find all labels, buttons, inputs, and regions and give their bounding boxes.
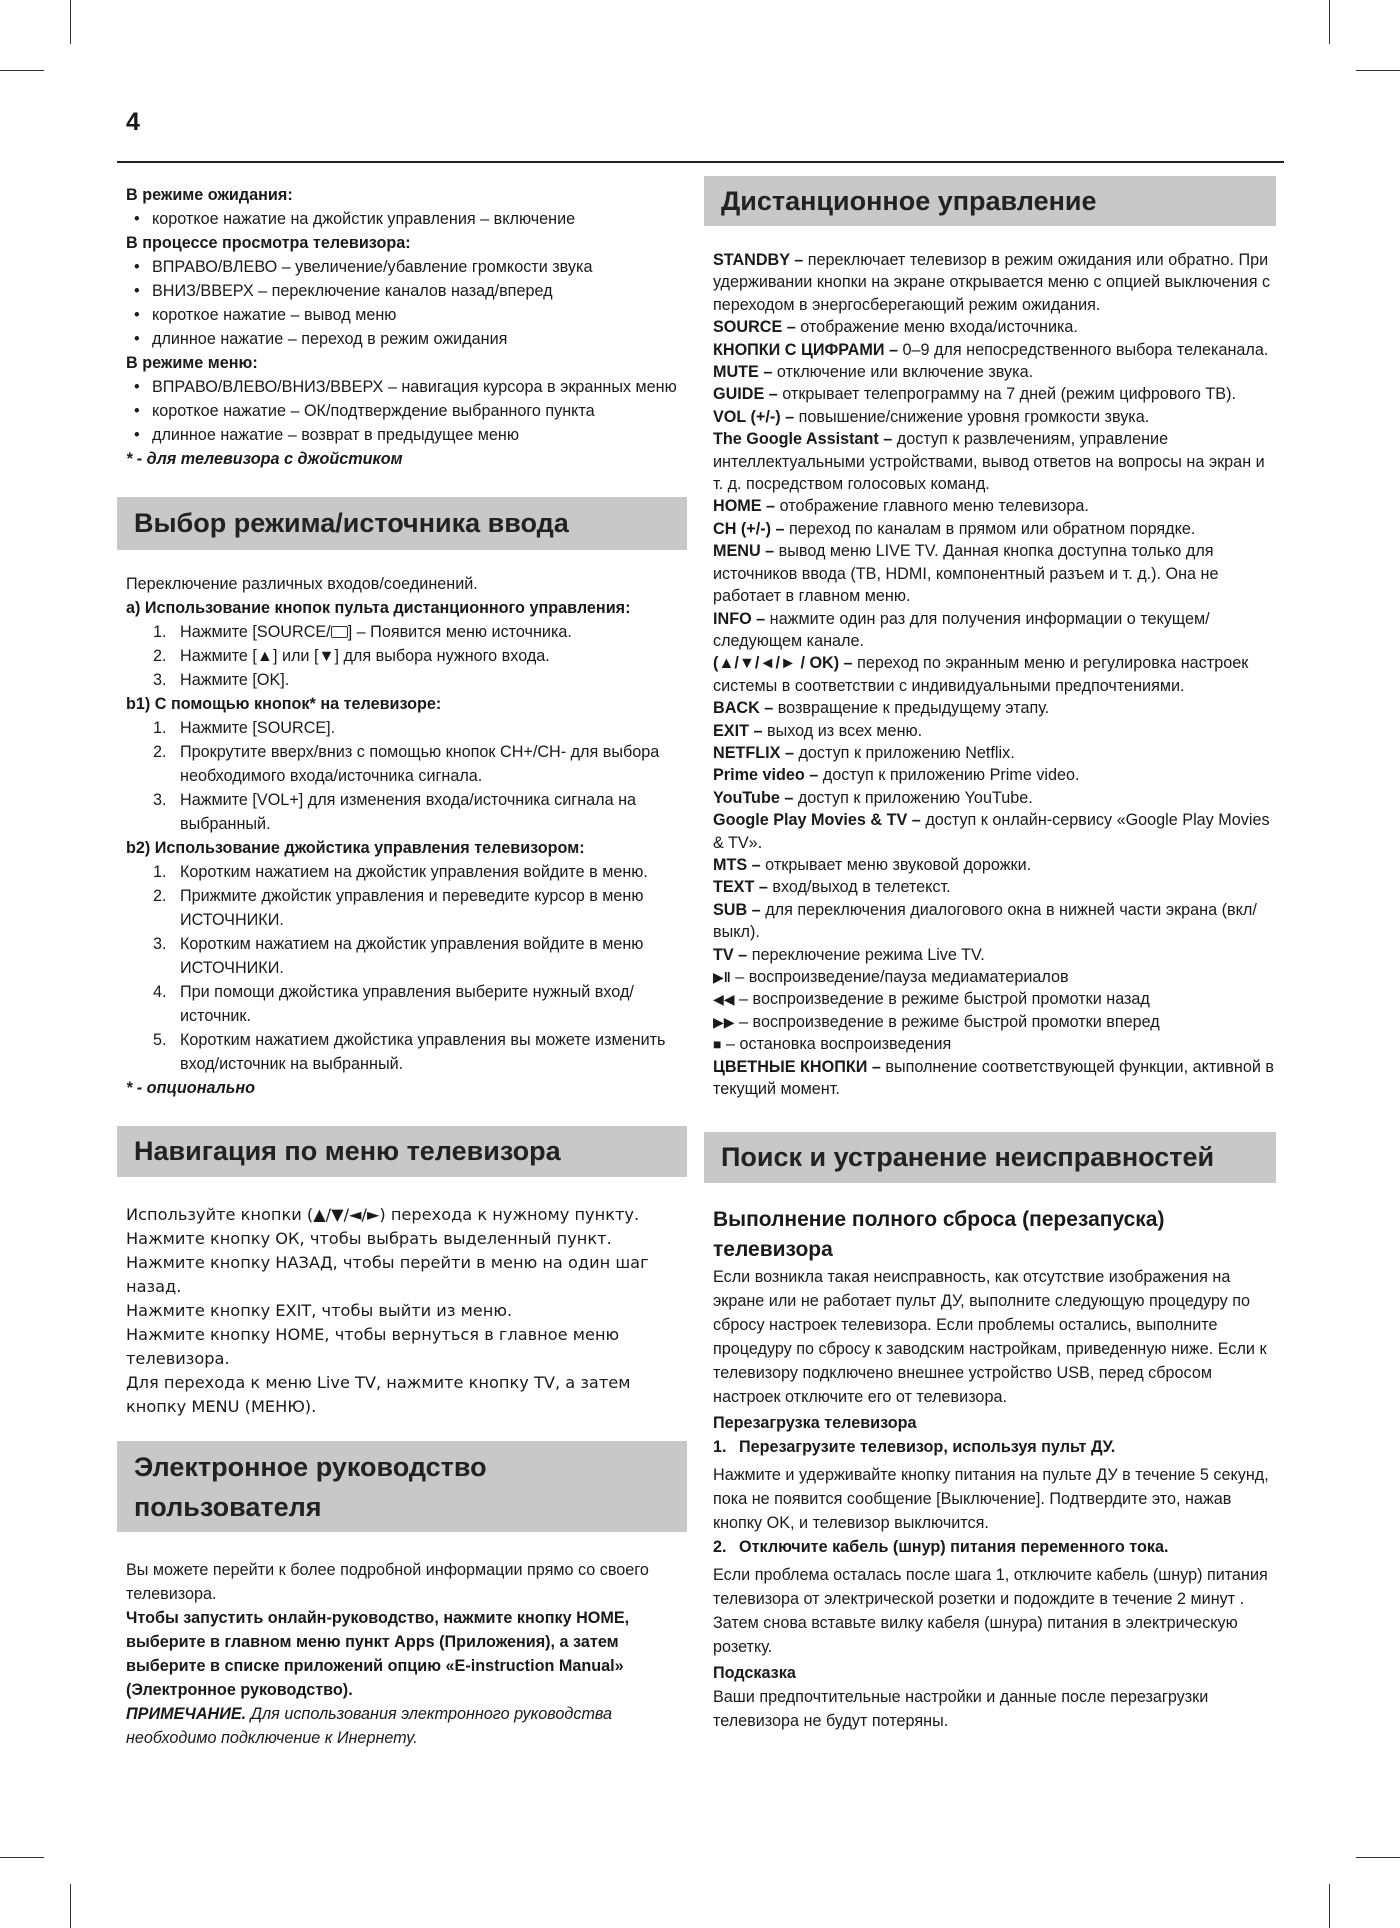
menu-heading: В режиме меню: [126, 354, 258, 372]
input-b2-heading: b2) Использование джойстика управления телевизором: [126, 839, 585, 857]
hint-heading: Подсказка [713, 1664, 796, 1683]
step-1-text: Нажмите и удерживайте кнопку питания на пульте ДУ в течение 5 секунд, пока не появится сообщение [Выключение]. Подтвердите это, нажав кнопку OK, и телевизор выключится. [713, 1466, 1269, 1533]
remote-key-item: SOURCE – отображение меню входа/источника. [713, 318, 1078, 337]
media-key-item: ■ – остановка воспроизведения [713, 1033, 1276, 1055]
header-rule [117, 161, 1284, 163]
right-column [704, 176, 1276, 1733]
media-icon: ◀◀ [713, 991, 735, 1008]
crop-mark [1356, 70, 1400, 71]
remote-key-item: INFO – нажмите один раз для получения информации о текущем/ следующем канале. [713, 609, 1210, 650]
remote-key-item: TV – переключение режима Live TV. [713, 945, 985, 964]
color-keys-item: ЦВЕТНЫЕ КНОПКИ – выполнение соответствующей функции, активной в текущий момент. [713, 1057, 1274, 1099]
trouble-intro: Если возникла такая неисправность, как отсутствие изображения на экране или не работает пульт ДУ, выполните следующую процедуру по сбросу настроек телевизора. Если проблемы остались, выполните процедуру по сбросу к заводским настройкам, приведенную ниже. Если к телевизору подключено внешнее устройство USB, перед сбросом настроек отключите его от телевизора. [713, 1268, 1267, 1407]
remote-key-item: HOME – отображение главного меню телевизора. [713, 497, 1089, 516]
list-item: 1. Нажмите [SOURCE]. [153, 719, 336, 737]
nav-line: Нажмите кнопку ОК, чтобы выбрать выделенный пункт. [126, 1229, 612, 1248]
remote-key-item: NETFLIX – доступ к приложению Netflix. [713, 743, 1015, 762]
remote-key-item: Google Play Movies & TV – доступ к онлайн-сервису «Google Play Movies & TV». [713, 811, 1270, 852]
eguide-instructions: Чтобы запустить онлайн-руководство, нажмите кнопку HOME, выберите в главном меню пункт Apps (Приложения), а затем выберите в списке приложений опцию «E-instruction Manual» (Электронное руководство). [126, 1609, 630, 1699]
list-item: 3. Нажмите [VOL+] для изменения входа/источника сигнала на выбранный. [153, 791, 637, 833]
nav-section [117, 1203, 687, 1419]
eguide-section [117, 1558, 687, 1750]
section-title-eguide: Электронное руководство пользователя [117, 1441, 687, 1532]
remote-key-item: (▲/▼/◄/► / OK) – переход по экранным меню и регулировка настроек системы в соответствии с индивидуальными предпочтениями. [713, 654, 1249, 695]
nav-line: Нажмите кнопку EXIT, чтобы выйти из меню. [126, 1301, 513, 1320]
media-key-item: ◀◀ – воспроизведение в режиме быстрой промотки назад [713, 988, 1276, 1010]
remote-key-item: EXIT – выход из всех меню. [713, 721, 923, 740]
remote-key-item: STANDBY – переключает телевизор в режим ожидания или обратно. При удерживании кнопки на экране открывается меню с опцией выключения с переходом в энергосберегающий режим ожидания. [713, 251, 1271, 314]
trouble-subtitle: Выполнение полного сброса (перезапуска) телевизора [713, 1208, 1165, 1262]
restart-heading: Перезагрузка телевизора [713, 1414, 917, 1433]
nav-line: Используйте кнопки (▲/▼/◄/►) перехода к нужному пункту. [126, 1205, 640, 1224]
step-1: 1. Перезагрузите телевизор, используя пульт ДУ. [713, 1438, 1116, 1457]
list-item: 4. При помощи джойстика управления выберите нужный вход/ источник. [153, 983, 634, 1025]
list-item: 3. Коротким нажатием на джойстик управления войдите в меню ИСТОЧНИКИ. [153, 935, 644, 977]
media-icon: ■ [713, 1036, 722, 1053]
section-title-nav: Навигация по меню телевизора [117, 1126, 687, 1177]
list-item: 2. Прокрутите вверх/вниз с помощью кнопок CH+/CH- для выбора необходимого входа/источника сигнала. [153, 743, 660, 785]
crop-mark [0, 1857, 44, 1858]
remote-key-item: MUTE – отключение или включение звука. [713, 363, 1034, 382]
input-a-heading: a) Использование кнопок пульта дистанционного управления: [126, 599, 631, 617]
remote-key-item: КНОПКИ С ЦИФРАМИ – 0–9 для непосредственного выбора телеканала. [713, 340, 1269, 359]
eguide-intro: Вы можете перейти к более подробной информации прямо со своего телевизора. [126, 1561, 649, 1603]
list-item: 2. Прижмите джойстик управления и переведите курсор в меню ИСТОЧНИКИ. [153, 887, 644, 929]
step-2: 2. Отключите кабель (шнур) питания переменного тока. [713, 1538, 1169, 1557]
remote-key-item: MTS – открывает меню звуковой дорожки. [713, 855, 1032, 874]
joystick-section [117, 183, 687, 471]
list-item: • короткое нажатие – ОК/подтверждение выбранного пункта [134, 402, 595, 420]
remote-key-item: Prime video – доступ к приложению Prime video. [713, 766, 1080, 785]
input-b1-heading: b1) С помощью кнопок* на телевизоре: [126, 695, 442, 713]
remote-key-item: TEXT – вход/выход в телетекст. [713, 878, 951, 897]
nav-line: Для перехода к меню Live TV, нажмите кнопку TV, а затем кнопку MENU (МЕНЮ). [126, 1373, 631, 1416]
media-key-item: ▶▶ – воспроизведение в режиме быстрой промотки вперед [713, 1011, 1276, 1033]
nav-line: Нажмите кнопку НАЗАД, чтобы перейти в меню на один шаг назад. [126, 1253, 649, 1296]
left-column [117, 183, 687, 1750]
crop-mark [1356, 1857, 1400, 1858]
input-intro: Переключение различных входов/соединений. [126, 575, 478, 593]
crop-mark [70, 0, 71, 44]
media-key-item: ▶‖ – воспроизведение/пауза медиаматериалов [713, 966, 1276, 988]
remote-key-item: VOL (+/-) – повышение/снижение уровня громкости звука. [713, 407, 1150, 426]
list-item: • ВПРАВО/ВЛЕВО/ВНИЗ/ВВЕРХ – навигация курсора в экранных меню [134, 378, 677, 396]
remote-section [704, 249, 1276, 1100]
list-item: 1. Коротким нажатием на джойстик управления войдите в меню. [153, 863, 648, 881]
remote-key-item: The Google Assistant – доступ к развлечениям, управление интеллектуальными устройствами, вывод ответов на вопросы на экран и т. д. посредством голосовых команд. [713, 430, 1265, 494]
list-item: 5. Коротким нажатием джойстика управления вы можете изменить вход/источник на выбранный. [153, 1031, 666, 1073]
remote-key-item: BACK – возвращение к предыдущему этапу. [713, 699, 1050, 718]
list-item: 3. Нажмите [OK]. [153, 671, 290, 689]
crop-mark [70, 1884, 71, 1928]
trouble-section [704, 1205, 1276, 1733]
list-item: • короткое нажатие на джойстик управления – включение [134, 210, 576, 228]
list-item: • короткое нажатие – вывод меню [134, 306, 397, 324]
eguide-note: ПРИМЕЧАНИЕ. Для использования электронного руководства необходимо подключение к Инернету. [126, 1705, 613, 1747]
crop-mark [0, 70, 44, 71]
standby-heading: В режиме ожидания: [126, 186, 293, 204]
list-item: 2. Нажмите [▲] или [▼] для выбора нужного входа. [153, 647, 550, 665]
remote-key-item: MENU – вывод меню LIVE TV. Данная кнопка доступна только для источников ввода (ТВ, HDMI, компонентный разъем и т. д.). Она не работает в главном меню. [713, 542, 1219, 606]
crop-mark [1329, 0, 1330, 44]
step-2-text: Если проблема осталась после шага 1, отключите кабель (шнур) питания телевизора от электрической розетки и подождите в течение 2 минут . Затем снова вставьте вилку кабеля (шнура) питания в электрическую розетку. [713, 1566, 1268, 1657]
crop-mark [1329, 1884, 1330, 1928]
input-section [117, 572, 687, 1100]
footnote: * - опционально [126, 1079, 256, 1097]
list-item: • длинное нажатие – возврат в предыдущее меню [134, 426, 519, 444]
page-number: 4 [126, 108, 140, 136]
hint-text: Ваши предпочтительные настройки и данные после перезагрузки телевизора не будут потеряны. [713, 1688, 1209, 1731]
media-icon: ▶▶ [713, 1013, 735, 1030]
remote-key-item: CH (+/-) – переход по каналам в прямом или обратном порядке. [713, 519, 1196, 538]
viewing-heading: В процессе просмотра телевизора: [126, 234, 411, 252]
list-item: • ВПРАВО/ВЛЕВО – увеличение/убавление громкости звука [134, 258, 593, 276]
nav-line: Нажмите кнопку HOME, чтобы вернуться в главное меню телевизора. [126, 1325, 620, 1368]
remote-key-item: GUIDE – открывает телепрограмму на 7 дней (режим цифрового ТВ). [713, 385, 1236, 404]
list-item: • ВНИЗ/ВВЕРХ – переключение каналов назад/вперед [134, 282, 553, 300]
source-icon [331, 626, 348, 638]
remote-key-item: SUB – для переключения диалогового окна в нижней части экрана (вкл/выкл). [713, 900, 1257, 942]
media-icon: ▶‖ [713, 969, 731, 985]
list-item: • длинное нажатие – переход в режим ожидания [134, 330, 508, 348]
remote-key-item: YouTube – доступ к приложению YouTube. [713, 788, 1033, 807]
section-title-remote: Дистанционное управление [704, 176, 1276, 226]
list-item: 1. Нажмите [SOURCE/ ] – Появится меню источника. [153, 623, 572, 641]
footnote: * - для телевизора с джойстиком [126, 450, 403, 468]
section-title-trouble: Поиск и устранение неисправностей [704, 1132, 1276, 1183]
section-title-input: Выбор режима/источника ввода [117, 497, 687, 550]
